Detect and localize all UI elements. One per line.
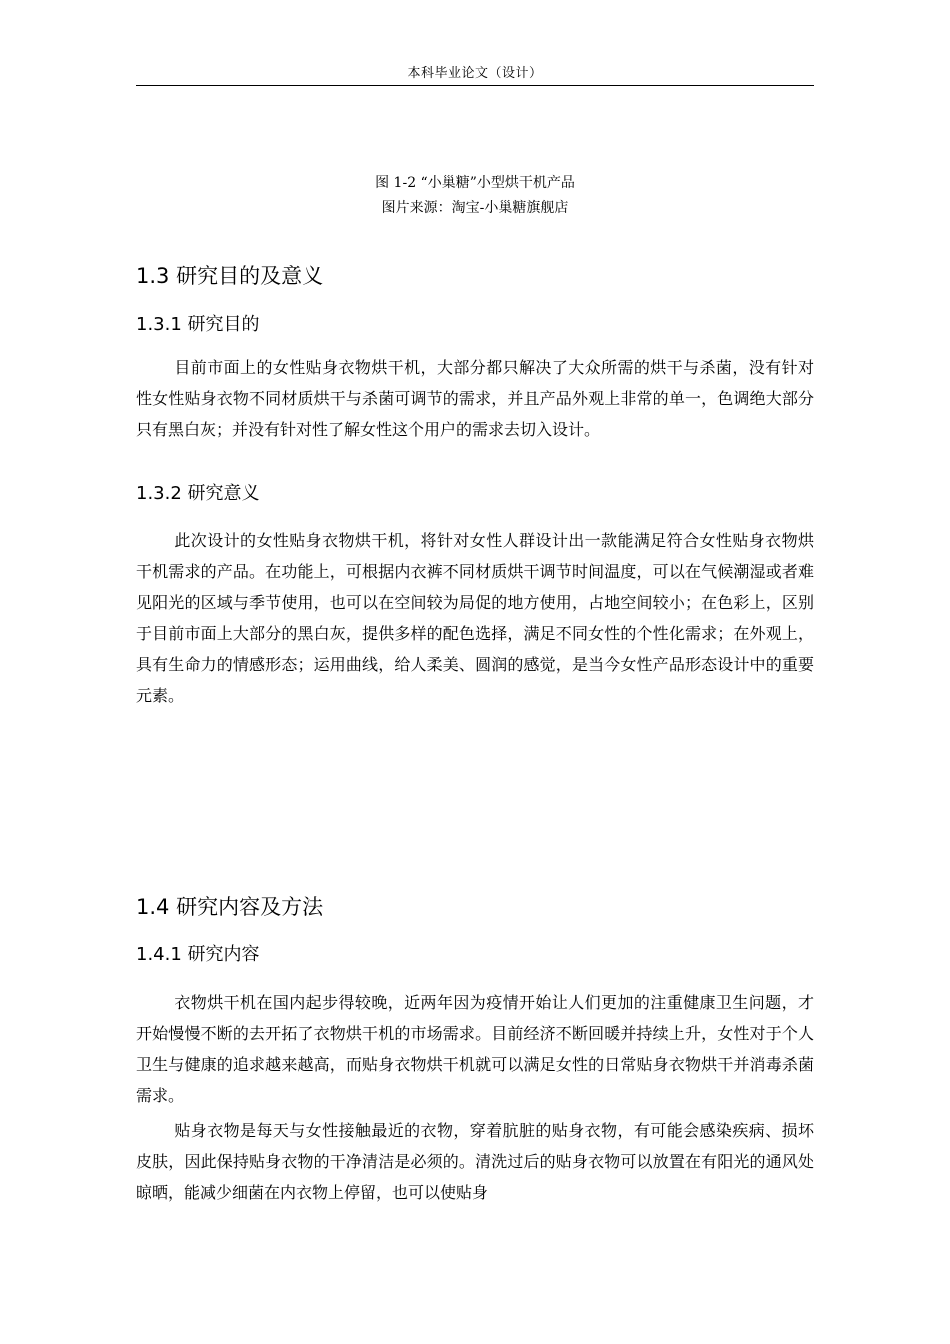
paragraph-1-4-1-a: 衣物烘干机在国内起步得较晚，近两年因为疫情开始让人们更加的注重健康卫生问题，才开始慢慢不断的去开拓了衣物烘干机的市场需求。目前经济不断回暖并持续上升，女性对于个人卫生与健康的追求越来越高，而贴身衣物烘干机就可以满足女性的日常贴身衣物烘干并消毒杀菌需求。 [136,993,814,1105]
figure-caption: 图 1-2 “小巢糖”小型烘干机产品 [375,175,575,191]
figure-source: 图片来源：淘宝-小巢糖旗舰店 [381,200,569,216]
heading-1-3: 1.3 研究目的及意义 [136,264,324,288]
heading-1-3-2: 1.3.2 研究意义 [136,483,260,504]
heading-1-4: 1.4 研究内容及方法 [136,895,324,919]
heading-1-3-1: 1.3.1 研究目的 [136,314,260,335]
paragraph-1-4-1-b: 贴身衣物是每天与女性接触最近的衣物，穿着肮脏的贴身衣物，有可能会感染疾病、损坏皮肤，因此保持贴身衣物的干净清洁是必须的。清洗过后的贴身衣物可以放置在有阳光的通风处晾晒，能减少细菌在内衣物上停留，也可以使贴身 [136,1121,814,1202]
paragraph-1-3-2: 此次设计的女性贴身衣物烘干机，将针对女性人群设计出一款能满足符合女性贴身衣物烘干机需求的产品。在功能上，可根据内衣裤不同材质烘干调节时间温度，可以在气候潮湿或者难见阳光的区域与季节使用，也可以在空间较为局促的地方使用，占地空间较小；在色彩上，区别于目前市面上大部分的黑白灰，提供多样的配色选择，满足不同女性的个性化需求；在外观上，具有生命力的情感形态；运用曲线，给人柔美、圆润的感觉，是当今女性产品形态设计中的重要元素。 [136,531,814,705]
running-header: 本科毕业论文（设计） [407,66,543,81]
heading-1-4-1: 1.4.1 研究内容 [136,944,260,965]
header-rule [136,85,814,86]
paragraph-1-3-1: 目前市面上的女性贴身衣物烘干机，大部分都只解决了大众所需的烘干与杀菌，没有针对性女性贴身衣物不同材质烘干与杀菌可调节的需求，并且产品外观上非常的单一，色调绝大部分只有黑白灰；并没有针对性了解女性这个用户的需求去切入设计。 [136,358,814,439]
